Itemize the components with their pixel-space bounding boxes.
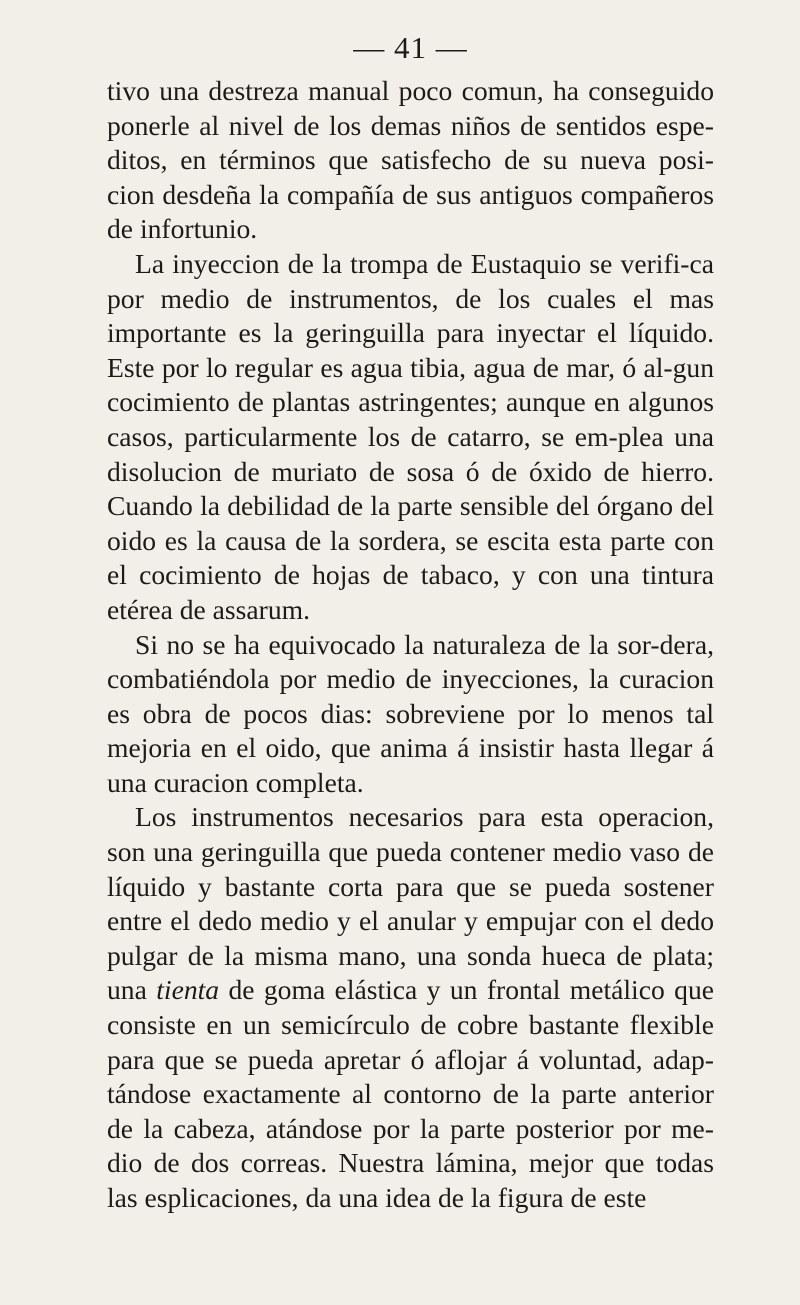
paragraph-instruments [107, 800, 714, 1215]
paragraph-continuation: tivo una destreza manual poco comun, ha conseguido ponerle al nivel de los demas niños de sentidos espe-ditos, en términos que satisfecho de su nueva posi-cion desdeña la compañía de sus antiguos compañeros de infortunio. [107, 75, 714, 245]
page-number: — 41 — [353, 30, 468, 65]
instruments-text-after-italic: de goma elástica y un frontal metálico que consiste en un semicírculo de cobre bastante flexible para que se pueda apretar ó aflojar á voluntad, adap-tándose exactamente al contorno de la parte anterior de la cabeza, atándose por la parte posterior por me-dio de dos correas. Nuestra lámina, mejor que todas las esplicaciones, da una idea de la figura de este [107, 974, 714, 1213]
instruments-text-before-italic: Los instrumentos necesarios para esta operacion, son una geringuilla que pueda contener medio vaso de líquido y bastante corta para que se pueda sostener entre el dedo medio y el anular y empujar con el dedo pulgar de la misma mano, una sonda hueca de plata; una [107, 801, 714, 1006]
paragraph-deafness-cure: Si no se ha equivocado la naturaleza de la sor-dera, combatiéndola por medio de inyecciones, la curacion es obra de pocos dias: sobreviene por lo menos tal mejoria en el oido, que anima á insistir hasta llegar á una curacion completa. [107, 628, 714, 798]
italic-word: tienta [156, 974, 220, 1006]
page-body [107, 74, 714, 1216]
paragraph-eustachian-injection: La inyeccion de la trompa de Eustaquio se verifi-ca por medio de instrumentos, de los cuales el mas importante es la geringuilla para inyectar el líquido. Este por lo regular es agua tibia, agua de mar, ó al-gun cocimiento de plantas astringentes; aunque en algunos casos, particularmente los de catarro, se em-plea una disolucion de muriato de sosa ó de óxido de hierro. Cuando la debilidad de la parte sensible del órgano del oido es la causa de la sordera, se escita esta parte con el cocimiento de hojas de tabaco, y con una tintura etérea de assarum. [107, 247, 714, 625]
